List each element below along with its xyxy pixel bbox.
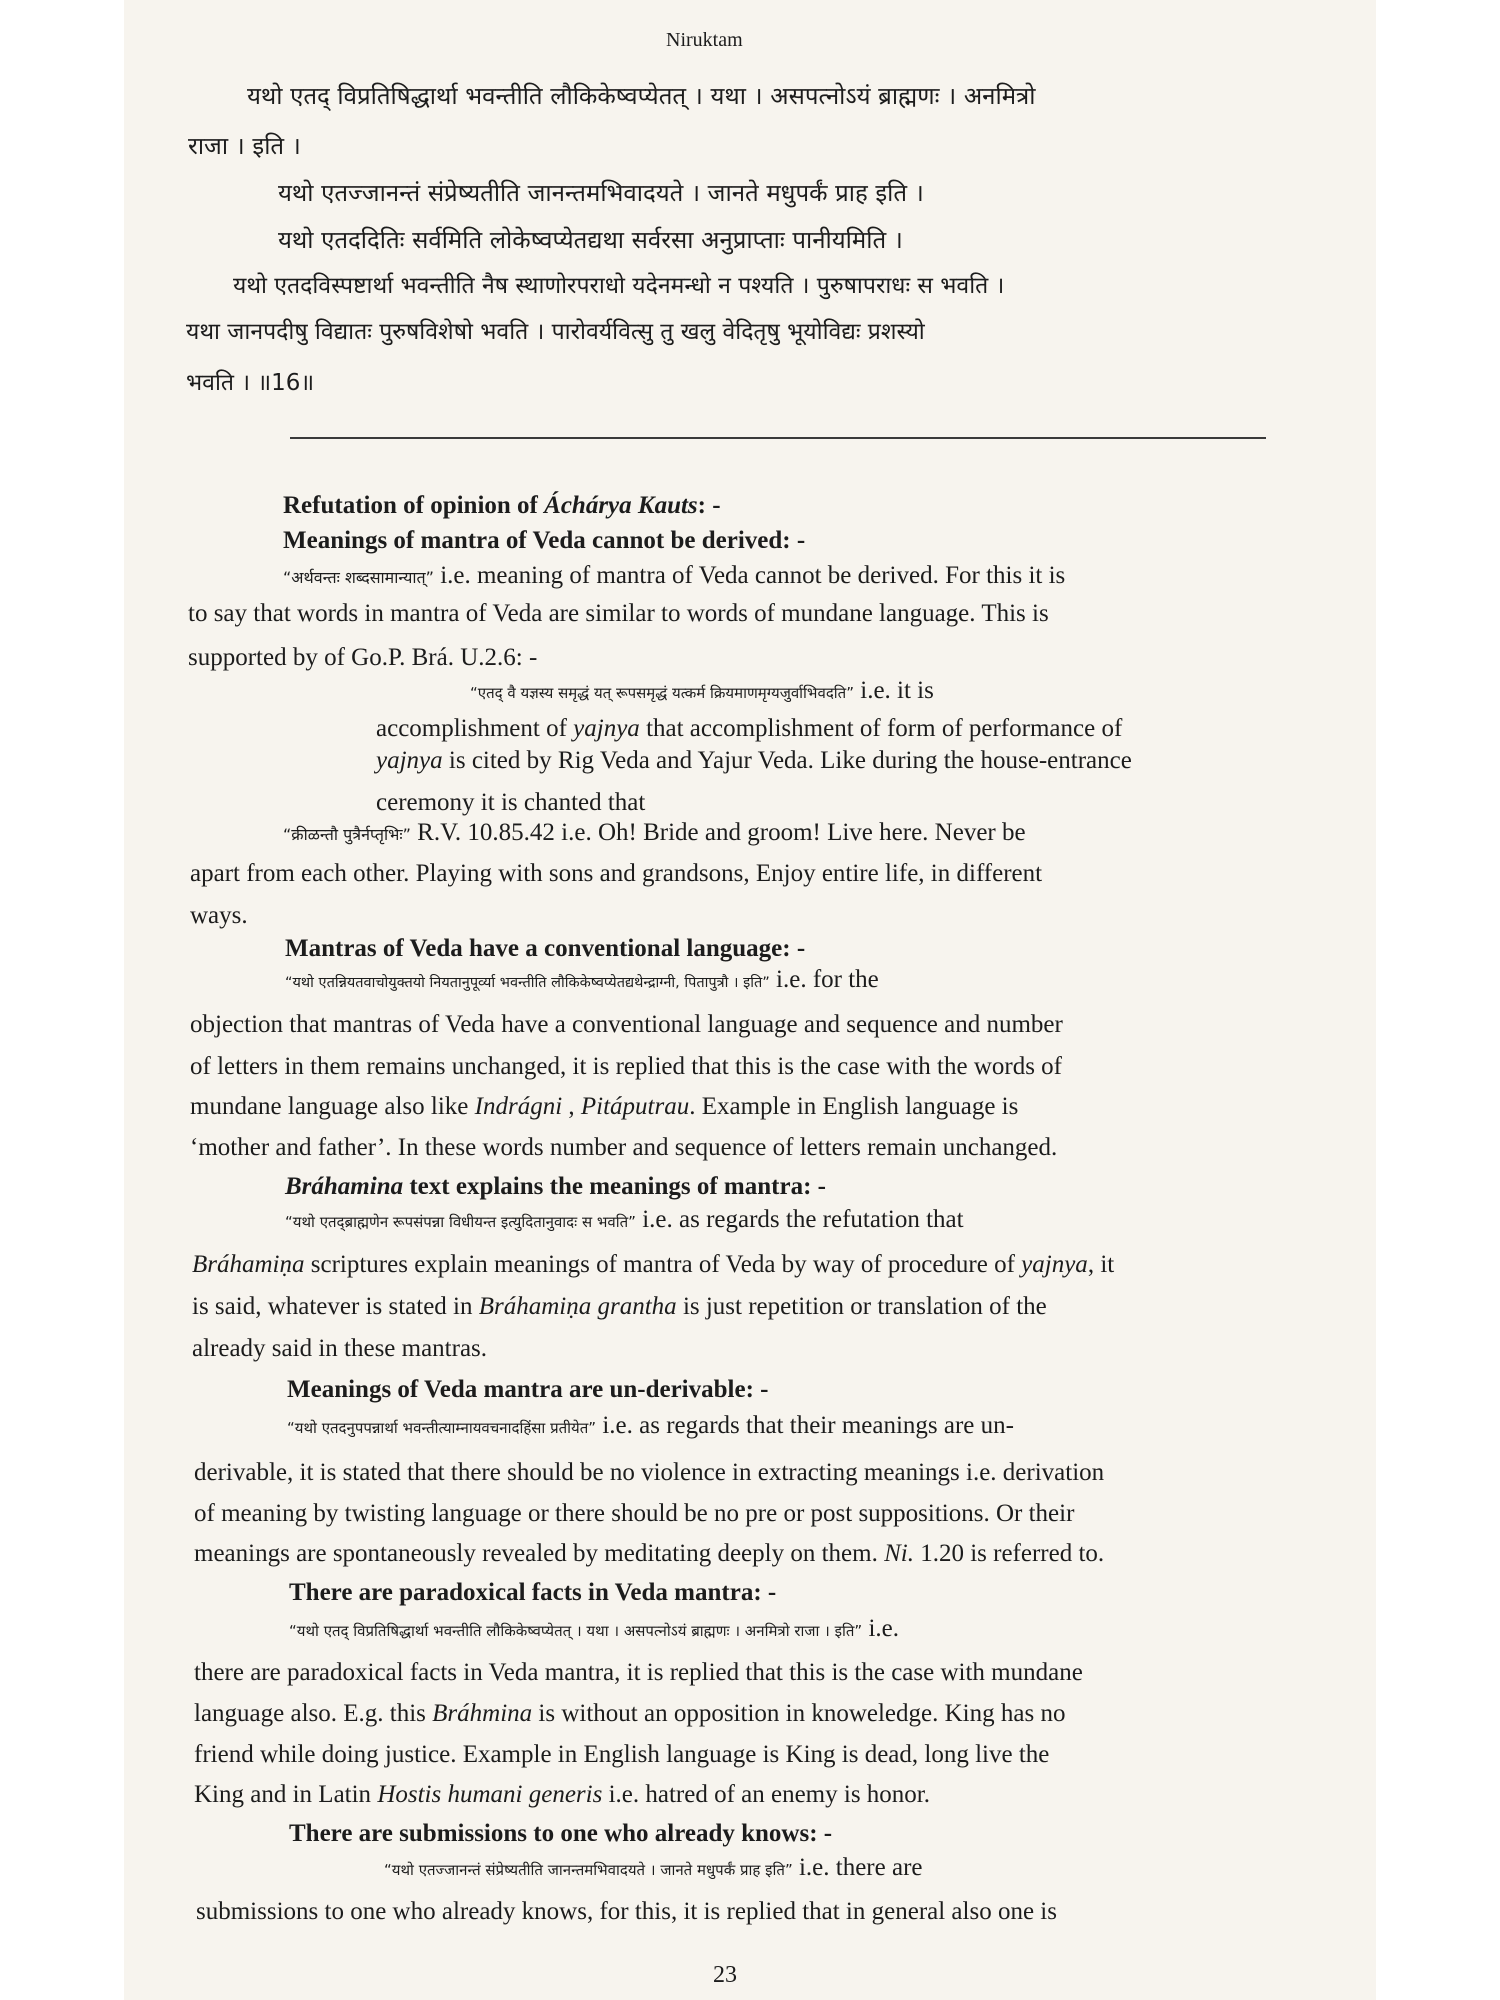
- paragraph-line: ceremony it is chanted that: [376, 789, 646, 816]
- section-heading: Refutation of opinion of Áchárya Kauts: -: [283, 492, 721, 519]
- paragraph-line: accomplishment of yajnya that accomplishment of form of performance of: [376, 715, 1123, 742]
- sanskrit-line: यथो एतद् विप्रतिषिद्धार्था भवन्तीति लौकिकेष्वप्येतत् । यथा । असपत्नोऽयं ब्राह्मणः । अनमित्रो: [247, 82, 1036, 110]
- paragraph-line: “यथो एतन्नियतवाचोयुक्तयो नियतानुपूर्व्या भवन्तीति लौकिकेष्वप्येतद्यथेन्द्राग्नी, पितापुत्रौ । इति” i.e. for the: [285, 966, 879, 993]
- paragraph-line: ‘mother and father’. In these words number and sequence of letters remain unchanged.: [190, 1134, 1058, 1161]
- paragraph-line: objection that mantras of Veda have a conventional language and sequence and number: [190, 1011, 1063, 1038]
- paragraph-line: “यथो एतद् विप्रतिषिद्धार्था भवन्तीति लौकिकेष्वप्येतत् । यथा । असपत्नोऽयं ब्राह्मणः । अनमित्रो राजा । इति” i.e.: [289, 1615, 899, 1642]
- sanskrit-line: यथो एतदविस्पष्टार्था भवन्तीति नैष स्थाणोरपराधो यदेनमन्धो न पश्यति । पुरुषापराधः स भवति ।: [233, 273, 1005, 299]
- sanskrit-line: यथो एतज्जानन्तं संप्रेष्यतीति जानन्तमभिवादयते । जानते मधुपर्कं प्राह इति ।: [278, 179, 924, 207]
- paragraph-line: King and in Latin Hostis humani generis i.e. hatred of an enemy is honor.: [194, 1781, 930, 1808]
- paragraph-line: submissions to one who already knows, for this, it is replied that in general also one is: [196, 1898, 1057, 1925]
- paragraph-line: supported by of Go.P. Brá. U.2.6: -: [188, 644, 538, 671]
- sanskrit-line: यथा जानपदीषु विद्यातः पुरुषविशेषो भवति । पारोवर्यवित्सु तु खलु वेदितृषु भूयोविद्यः प्रशस्यो: [186, 319, 925, 345]
- page-number: 23: [713, 1962, 737, 1988]
- paragraph-line: there are paradoxical facts in Veda mantra, it is replied that this is the case with mundane: [194, 1659, 1083, 1686]
- section-divider: [290, 437, 1266, 439]
- paragraph-line: Bráhamiṇa scriptures explain meanings of mantra of Veda by way of procedure of yajnya, it: [192, 1251, 1115, 1278]
- paragraph-line: yajnya is cited by Rig Veda and Yajur Veda. Like during the house-entrance: [376, 747, 1132, 774]
- section-heading: There are paradoxical facts in Veda mantra: -: [289, 1579, 777, 1606]
- paragraph-line: “यथो एतदनुपपन्नार्था भवन्तीत्याम्नायवचनादहिंसा प्रतीयेत” i.e. as regards that their meanings are un-: [287, 1412, 1014, 1439]
- paragraph-line: of meaning by twisting language or there should be no pre or post suppositions. Or their: [194, 1500, 1075, 1527]
- paragraph-line: mundane language also like Indrágni , Pitáputrau. Example in English language is: [190, 1093, 1019, 1120]
- paragraph-line: “एतद् वै यज्ञस्य समृद्धं यत् रूपसमृद्धं यत्कर्म क्रियमाणमृग्यजुर्वाभिवदति” i.e. it is: [470, 677, 934, 704]
- paragraph-line: “अर्थवन्तः शब्दसामान्यात्” i.e. meaning of mantra of Veda cannot be derived. For this it is: [283, 562, 1066, 589]
- paragraph-line: of letters in them remains unchanged, it is replied that this is the case with the words of: [190, 1053, 1063, 1080]
- paragraph-line: is said, whatever is stated in Bráhamiṇa grantha is just repetition or translation of the: [192, 1293, 1047, 1320]
- section-heading: Bráhamina text explains the meanings of mantra: -: [285, 1173, 826, 1200]
- paragraph-line: already said in these mantras.: [192, 1335, 488, 1362]
- paragraph-line: “यथो एतद्ब्राह्मणेन रूपसंपन्ना विधीयन्त इत्युदितानुवादः स भवति” i.e. as regards the refutation that: [285, 1206, 964, 1233]
- paragraph-line: meanings are spontaneously revealed by meditating deeply on them. Ni. 1.20 is referred to.: [194, 1540, 1105, 1567]
- paragraph-line: apart from each other. Playing with sons and grandsons, Enjoy entire life, in different: [190, 860, 1043, 887]
- running-header: Niruktam: [666, 29, 743, 51]
- section-heading: Meanings of mantra of Veda cannot be derived: -: [283, 527, 806, 554]
- paragraph-line: friend while doing justice. Example in English language is King is dead, long live the: [194, 1741, 1050, 1768]
- sanskrit-line: यथो एतददितिः सर्वमिति लोकेष्वप्येतद्यथा सर्वरसा अनुप्राप्ताः पानीयमिति ।: [278, 226, 903, 254]
- paragraph-line: ways.: [190, 902, 248, 929]
- sanskrit-line: भवति । ॥16॥: [186, 370, 315, 396]
- sanskrit-line: राजा । इति ।: [188, 132, 301, 160]
- section-heading: Meanings of Veda mantra are un-derivable: -: [287, 1376, 769, 1403]
- paragraph-line: “क्रीळन्तौ पुत्रैर्नप्तृभिः” R.V. 10.85.42 i.e. Oh! Bride and groom! Live here. Never be: [283, 819, 1026, 846]
- section-heading: There are submissions to one who already knows: -: [289, 1820, 833, 1847]
- paragraph-line: “यथो एतज्जानन्तं संप्रेष्यतीति जानन्तमभिवादयते । जानते मधुपर्कं प्राह इति” i.e. there are: [384, 1854, 923, 1881]
- paragraph-line: derivable, it is stated that there should be no violence in extracting meanings i.e. derivation: [194, 1459, 1105, 1486]
- paragraph-line: language also. E.g. this Bráhmina is without an opposition in knoweledge. King has no: [194, 1700, 1066, 1727]
- paragraph-line: to say that words in mantra of Veda are similar to words of mundane language. This is: [188, 600, 1049, 627]
- section-heading: Mantras of Veda have a conventional language: -: [285, 935, 806, 962]
